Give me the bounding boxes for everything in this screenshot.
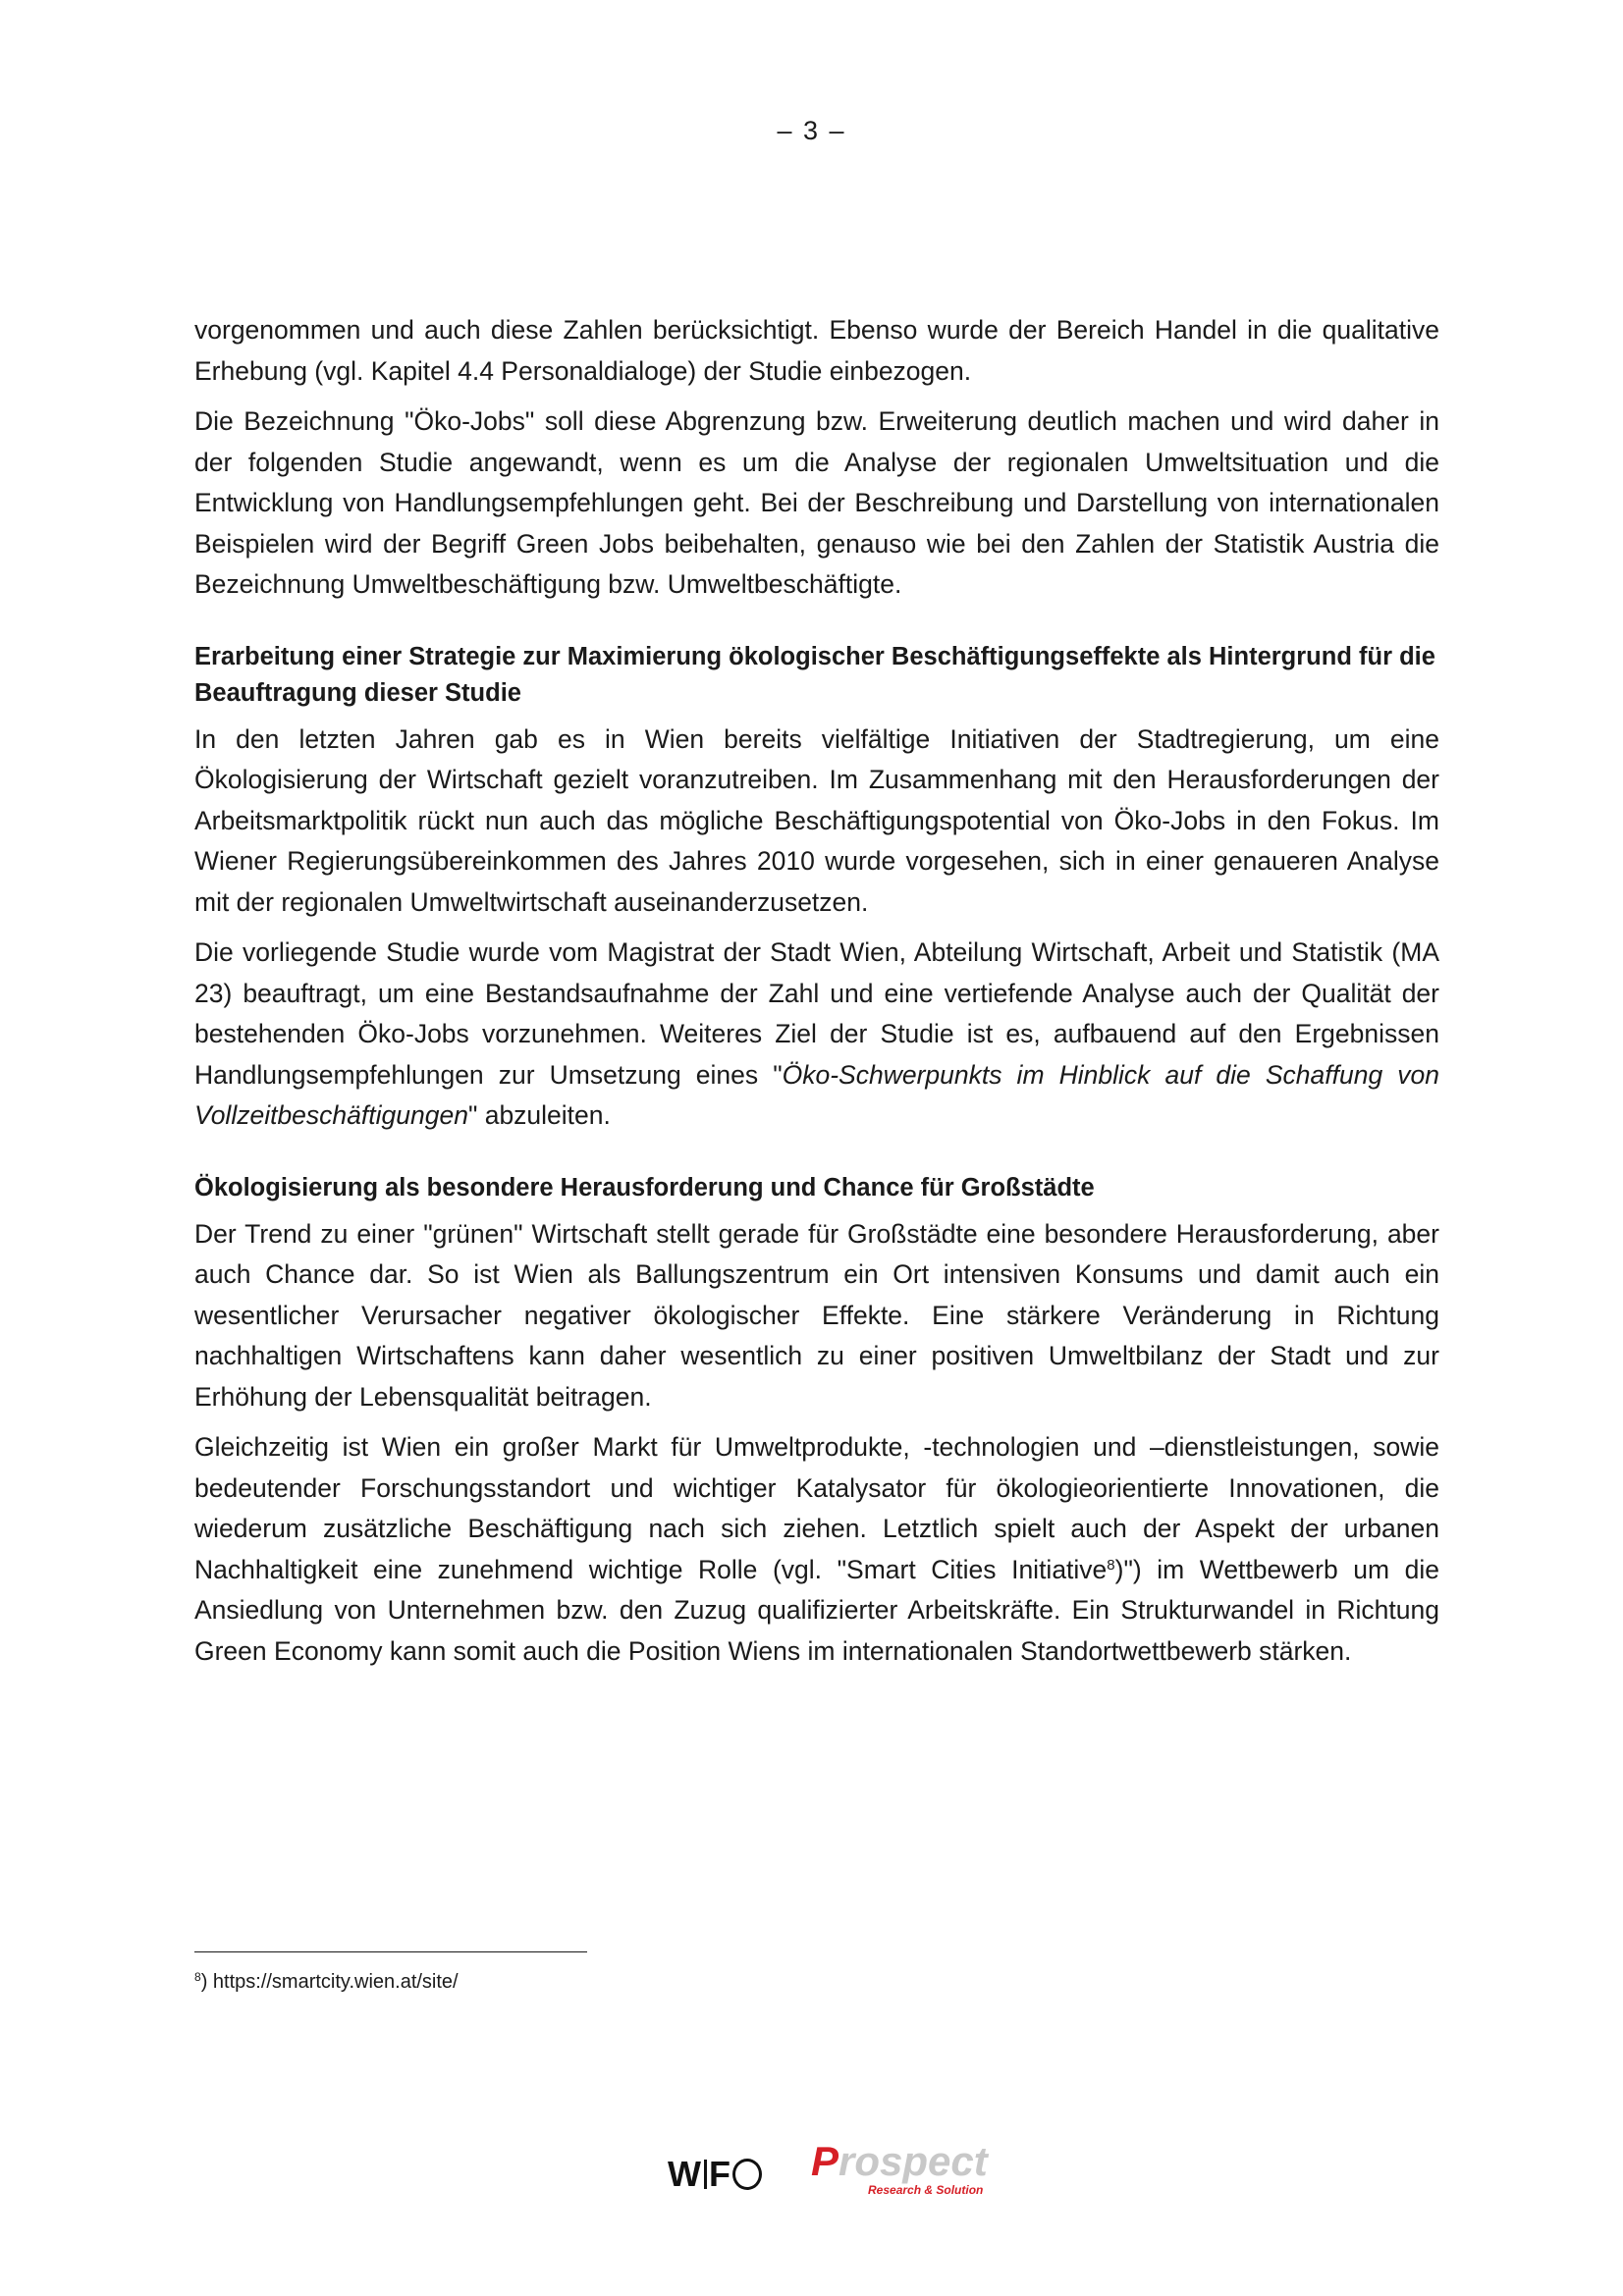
section-heading-ecologization: Ökologisierung als besondere Herausforderung und Chance für Großstädte [194, 1173, 1095, 1201]
paragraph-2: Die Bezeichnung "Öko-Jobs" soll diese Abgrenzung bzw. Erweiterung deutlich machen und wird daher in der folgenden Studie angewandt, wenn es um die Analyse der regionalen Umweltsituation und die Entwicklung von Handlungsempfehlungen geht. Bei der Beschreibung und Darstellung von internationalen Beispielen wird der Begriff Green Jobs beibehalten, genauso wie bei den Zahlen der Statistik Austria die Bezeichnung Umweltbeschäftigung bzw. Umweltbeschäftigte. [194, 406, 1439, 599]
paragraph-4-text-b: " abzuleiten. [467, 1100, 611, 1130]
paragraph-4-italic: Öko-Schwerpunkts im Hinblick auf die Schaffung von Vollzeitbeschäftigungen [194, 1059, 1439, 1130]
document-body [194, 310, 1439, 1682]
prospect-wordmark: Prospect [811, 2138, 988, 2184]
prospect-tagline: Research & Solution [868, 2183, 984, 2197]
paragraph-4 [194, 933, 1439, 1137]
page-number: – 3 – [777, 116, 846, 145]
prospect-logo [811, 2138, 988, 2197]
paragraph-3: In den letzten Jahren gab es in Wien bereits vielfältige Initiativen der Stadtregierung, um eine Ökologisierung der Wirtschaft gezielt voranzutreiben. Im Zusammenhang mit den Herausforderungen der Arbeitsmarktpolitik rückt nun auch das mögliche Beschäftigungspotential von Öko-Jobs in den Fokus. Im Wiener Regierungsübereinkommen des Jahres 2010 wurde vorgesehen, sich in einer genaueren Analyse mit der regionalen Umweltwirtschaft auseinanderzusetzen. [194, 723, 1439, 917]
paragraph-6-text-b: )") im Wettbewerb um die Ansiedlung von Unternehmen bzw. den Zuzug qualifizierter Arbeitskräfte. Ein Strukturwandel in Richtung Green Economy kann somit auch die Position Wiens im internationalen Standortwettbewerb stärken. [194, 1554, 1439, 1666]
footnote-divider [194, 1951, 587, 1952]
footnote-reference[interactable]: 8 [1107, 1556, 1115, 1574]
footnote [194, 1967, 459, 1997]
paragraph-4-text-a: Die vorliegende Studie wurde vom Magistrat der Stadt Wien, Abteilung Wirtschaft, Arbeit und Statistik (MA 23) beauftragt, um eine Bestandsaufnahme der Zahl und eine vertiefende Analyse auch der Qualität der bestehenden Öko-Jobs vorzunehmen. Weiteres Ziel der Studie ist es, aufbauend auf den Ergebnissen Handlungsempfehlungen zur Umsetzung eines " [194, 937, 1439, 1090]
footnote-marker: 8 [194, 1970, 201, 1984]
paragraph-1: vorgenommen und auch diese Zahlen berücksichtigt. Ebenso wurde der Bereich Handel in die qualitative Erhebung (vgl. Kapitel 4.4 Personaldialoge) der Studie einbezogen. [194, 315, 1439, 386]
section-heading-strategy: Erarbeitung einer Strategie zur Maximierung ökologischer Beschäftigungseffekte als Hintergrund für die Beauftragung dieser Studie [194, 642, 1435, 707]
wifo-logo: W F [668, 2154, 762, 2195]
paragraph-6-text-a: Gleichzeitig ist Wien ein großer Markt für Umweltprodukte, -technologien und –dienstleistungen, sowie bedeutender Forschungsstandort und wichtiger Katalysator für ökologieorientierte Innovationen, die wiederum zusätzliche Beschäftigung nach sich ziehen. Letztlich spielt auch der Aspekt der urbanen Nachhaltigkeit eine zunehmend wichtige Rolle (vgl. "Smart Cities Initiative [194, 1432, 1439, 1584]
footer-logos [0, 2140, 1623, 2209]
footnote-link[interactable]: ) https://smartcity.wien.at/site/ [200, 1971, 459, 1993]
paragraph-6 [194, 1427, 1439, 1672]
paragraph-5: Der Trend zu einer "grünen" Wirtschaft stellt gerade für Großstädte eine besondere Herausforderung, aber auch Chance dar. So ist Wien als Ballungszentrum ein Ort intensiven Konsums und damit auch ein wesentlicher Verursacher negativer ökologischer Effekte. Eine stärkere Veränderung in Richtung nachhaltigen Wirtschaftens kann daher wesentlich zu einer positiven Umweltbilanz der Stadt und zur Erhöhung der Lebensqualität beitragen. [194, 1218, 1439, 1412]
